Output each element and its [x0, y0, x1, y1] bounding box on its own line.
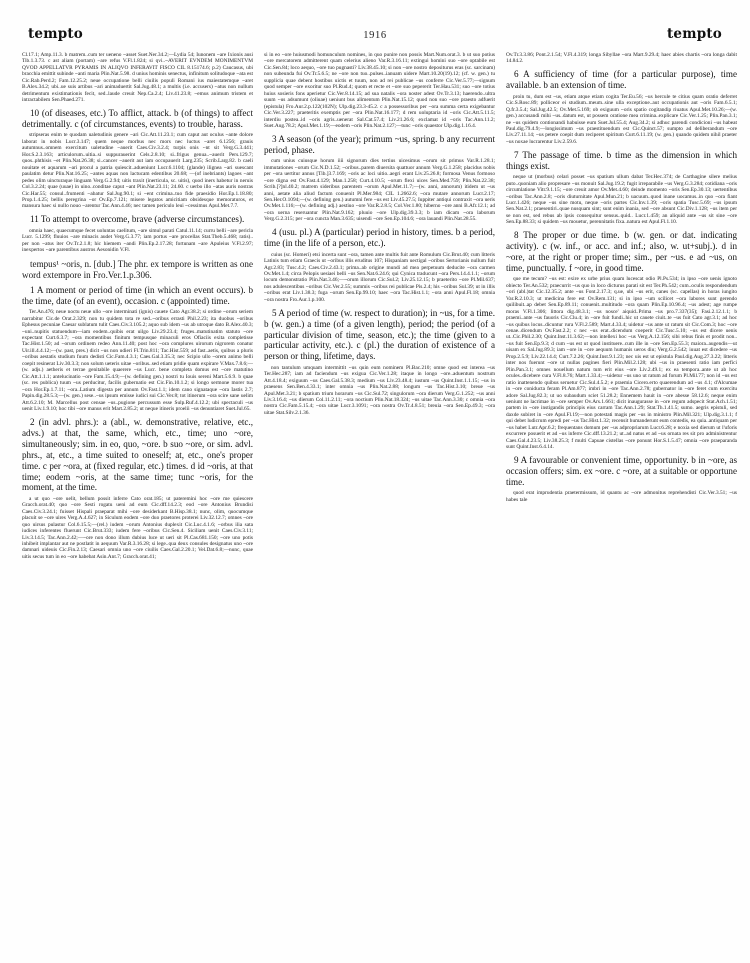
- citation-block: Cl.17.1; Amp.11.3. b matrem..cum ter ueneno ~asset Suet.Ner.34.2;—Lydia 54; Iunonem ~are Ixionis ausi Tib.1.3.73. c ast aliam (portam) ~are refus V.Fl.1.824; si qvi..~AVERIT EVNDEM MONIMENTVM QVOD APPELLATVR PYRAMIS IN ALIQVO INFERAVIT FISCO CIL 8.15174.6; p.2) Caucasus, ubi bracchia emittit subinde ~anti maria Plin.Nat.5.98. d unius hominis senectus, infinitum solitudoque ~ata est Cic.Rab.Perd.2; Fam.12.25.2; neue occupatione belli ciuilis populi Romani ius maiestatemque ~aret B.Alex.34.2; ubi..ue suis artibus ~ari animaduertit Sal.Jug.48.1; a multis (i.e. accusers) ~atus non nullum detrimentum existimationis fecit, sed..laude creuit Nep.Ca.2.4; Liv.41.23.8; ~emus animum tristem et intractabilem Sen.Phaed.271.: [22, 52, 253, 104]
- citation-block: Ter.An.476; neue noctu neue ullo ~ore interminati (ignis) cauete Cato Agr.38.2; si ordine ~orum seriem narrabitur Cic.de Orat.2.329; non tu quidem tota re sed..~oribus errasti Phil.2.23; ita duobus ~oribus Ephesus pecuniae Caesar sublatum tulit Caes.Civ.3.105.2; aquo sub idem ~us ab utroque dato B.Alex.40.3; ~uni..nupitis statuendum—iam eodem..quibis erat uilgo Liv.29.23.4; fruges..matutinatim statuto ~ore expectant Curt.6.3.7; ~ora momentibus finitum tempusque minaculi eros Ofiaciis exita completisse Tac.Hist.1.50; ad ~orum ordinem redeo Ann.11.40; post hoc ~ora complures uirorum nigrorem conatur Uir.ill.4.4.12;—(w. past, pres.) dicit ~us non udieri Fl.Trin.811; Tac.Hist.559; ad fast..aetis, quibus a pluris ~oribus aestatis studium fuum dedisti Cic.Fam.4.3.1; Caes.Gal.3.35.3; nec Scipio ullo ~orem animo belli coepit resinerat Liv.30.3.3; non solum ueteris uitae ~oribus..sed etiam pridie quam expirare V.Max.7.8.6;—(w. adjs.) aetheris et terrae genitabile quaerere ~us Lucr. bene completa domus est ~ore matutino Cic.Att.1.1.1; antelucinatio ~ore Fam.15.4.9;—(w. defining gen.) nostri tu Iouis sereni Mart.5.6.9. b quae (sc. res publica) tuum ~us perducitur, facilis gubernatio est Cic.Fin.10.1.2; si longo sermone morer tua ~ora Hor.Ep.1.7.11; ~ora..Latium digesta per annum Ov.Fast.1.1; idem cano signataque ~ora Iastis 2.7; Papin.dig.28.5.3;—(w. gen.) sese..~us ipsum emisse iudici sui Cic.Ver.8; tot itinerum ~ora scire sane uelim Att.6.2.10; M. Marcellus post censae ~us..pugione percussum esse Sulp.Ruf.4.12.2; ubi spectaculi ~us uenit Liv.1.9.10; hoc tibi ~ore manus erit Mart.2.85.2; ut neque itineris proelii ~us denuntiaret Suet.Jul.65.: [22, 309, 253, 413]
- page-number: 1916: [363, 30, 387, 41]
- citation-block: omnia haec, quaecumque fecet uoluntas caelitum, ~are simul parati Catul.11.14; curru belli ~are pericla Lucr. 5.1299; fluuios ~are minacis audet Verg.G.3.77; iam portus ~are procellas Stat.Theb.5.468; ratis).. per non ~atus iter Ov.Tr.2.1.8; hic hiemem ~andi Plin.Ep.2.17.28; fortunam ~are Apuleius V.Fl.2.97; inexpertos ~are parentibus austros Aesonidin V.Fl.: [22, 227, 253, 254]
- citation-block: que me tecum? ~us est: exire ex urbe prius quam lucescat odio Pl.Ps.534; in ipso ~ore uenis ignoto obiecto Ter.An.532; praecurrit ~us quo in loco dicturus parati sit est Ter.Ph.542; cum..oculis respondendum ~ori (abl.)tat Cic.12.35.2; ante ~us Font.2.17.3; q.ue, ubi ~us erit, canes (sc. capellas) in horas iungito Var.R.2.10.3; ut medicina fere est Ov.Rem.131; si in ipso ~um scilicet ~ora labores sunt gerendo quilibuit..ap debet Sen.Ep.89.11; conuenit..multitudo ~ora quam Plin.Ep.10.96.4; ~us adest; age rumpe moras V.Fl.1.306; littora dig.48.3.1; ~us nosce' aiquid..Prima ~us pro.7.337(35); Fasi.2.12.1.1; b praemi..ante ~us fauoris Cic.Clu.4; in ~ore fuit fundi..hic ut cauete ciuit..te ~us fuit Cato agr.3.1; ad hoc ~us quibus locus..dicuntur rura V.Fl.2.589; Mart.4.33.4; uidetur ~us ante ut ratum sit Cic.Com.3; hoc ~ore cenae..dicendum Ov.Fast.2.2; c nec ~us erat..dicendum coeperit Cic.Tusc.5.10; ~us est dicere uenis ut..Cic.Phil.2.30; Quint.Inst.11.3.62;—non intellexi hoc ~us Verg.A.12.156; sibi rebus finis et prodit non.. ~us fuit Sen.Ep.9.3; d cum ~us est ut quod instituere..cum ille in ~ore Sen.Ep.55.3; maiora..augendis—ut uisam ex Sal.Jug.89.3; iam ~ore in ~ore aequum humanis ueros diu; Verg.G.2.542; iuuat est dicedere ~us Prop.2.5.9; Liv.22.14.4; Curt.7.2.26; Quint.Inst.9.1.23; nec uis est ut epistula Paul.dig.Aug.27.3.22; litteris inter nos fuerunt ~ore ut nullas pagines fieri Plin.Mil.2.128; ubi ~us in praesenti ratio iam perfici Plin.Pan.3.1; omnes nouellum natum tum erit eius ~ore Liv.2.49.1; ex ea tempora..ante ut ab hoc ocules..dicebere cura V.Fl.8.76; Mart.1.33.4;—uidetur ~us uno ut ratum ad forum Pl.Mil.77; non id ~us est ratio inattenendo quibus seruetur Cic.Sul.4.5.2; e praemia Cicero.erto quaerendum ad ~us 4.1; d'Alcumae in ~ore coniducta feram Pl.Am.877; imbri in ~ore Tac.Ann.2.78; gubernator in ~ore feret cum exercitu adore Sal.Jug.82.3; ut uo subaudum sciet 51.28.2; Ennemem hauit in ~ore abesse 58.12.6; neque enim ueniunt ne lacrimae in ~ore semper Ov.Ars.1.661; dicit inaugurasse in ~ore regum adspecit Stat.Ach.1.51; partem in ~ore instigandis principis eius carram Tac.Ann.1.29; Stat.Th.1.41.5; sumo. aegris epistuli, sed daxde subiret in ~ore Apul.Fl.19;—non potestati magis per ~us in ministro Plin.Mil.321; Ulp.dig.3.1.1; f qui debet ludicrum epredi per ~us Tac.Hist.1.32; recensit humanderunt eum contedis, ea quia..antiquam per ~us habet Lutr.Apr.6.2; frequentans domum per ~us adpropriarum Lucr.6.28; e noxia sed dierum ut l'uforis excurrere posuerit et ad ~us inferre Cic.dff.13.21.2; ut..ad natus et ad ~us ornata res sit pro administrentur Caes.Gal.4.23.5; Liv.38.25.3; f multi Capuae cistellas ~ore ponunt Hor.S.1.5.47; omnia ~ore praeparanda sunt Quint.Inst.6.4.14.: [506, 276, 737, 451]
- sense-heading: 3 A season (of the year); primum ~us, spring. b any recurrent period, phase.: [264, 133, 495, 155]
- running-head: [28, 26, 722, 42]
- citation-block: cum unius cuiusque horum iiii signorum dies tertius uicesimus ~orum sit primus Var.R.1.28.1; immutationes ~orum Cic.N.D.1.52; ~oribus..parem diuersita quattuor annum Verg.G.1.258; placidus nobis per ~ora uertitur annus [Tib.]3.7.169; ~oris ac loci uitio..aegri erant Liv.25.26.8; formosa Venus formoso ~ore digna est Ov.Fast.4.129; Man.1.258; Curt.4.10.5; ~orum flexi uices Sen.Med.759; Plin.Nat.22.38; Scrib.[?]nl.40.2; matrem sideribus parentem ~orum Apul.Met.11.7;—(w. anni, annorum) itidem ut ~us anni, aetate alia aliud factum conuenit Pl.Mer.984; CIL 1.2662.6; ~ora mutare annorum Lucr.2.17; Sen.Her.O.1094;—(w. defining gen.) autumni fere ~us est Liv.45.27.5; Iuppiter antiqui contraxit ~ora ueris Ov.Met.1.116;—(w. defining adj.) aestiuo ~ore Var.R.2.8.5; Col.Ver.1.80; hiberno ~ore anni B.Afr.12.1; ad ~ora uerna reseruantur Plin.Nat.9.162; pluuio ~ore Ulp.dig.39.3.3; b iam dicam ~ora laborum Verg.G.2.315; per ~ora cuncta Man.3.635; uisendi ~ore Sen.Ep.104.6; ~ora lauandi Plin.Nat.28.55.: [264, 158, 495, 223]
- citation-block: stripseras enim te quodam ualetudinis genere ~ari Cic.Att.11.23.1; cum caput aut oculus ~ante dolore laborat in nobis Lucr.3.147; quem neque morbus nec mors nec luctus ~aret 6.1256; grauis autumnus..omnem exercitum ualetudine ~auerit Caes.Civ.3.2.4; turpis onis ~nt sit Verg.G.3.441; Hor.S.2.3.163; articulorum..uitia..si suppurauerint Cels.2.8.10; si..frigus genua..~auerit Pers.129.7; quos..phthisis ~et Plin.Nat.26.38; si..cancer ~auerit aut iam occupauerit Larg.235; Scrib.Larg.82. b caeli nouitate et aquarum ~ari procul a patria quiescit..adueniunt Lucr.6.1104; (glande) ilignea ~ari suescant paulatim detur Plin.Nat.16.25; ~antes aquas non lactucam edentibus 20.68; —(of inebriants) lagoes ~ant pedes olim uincturaque linguam Verg.G.2.94; uitis traxit (inerticula, sc. uitis), quod iners habetur in neruis Col.3.2.24; quae (uuae) in uino..conditae caput ~ant Plin.Nat.23.11; 24.60. c uerbo illo ~atas auris nostras Cic.Har.55; consul..frumenti ~abatur Sal.Jug.90.1; si ~ent crimina..tuo fide praesidio Hor.Ep.1.18.80; Prop.1.4.25; bellis peregrina ~or Ov.Ep.7.121; misere legatos amicitiam obsidesque memoraturos, et mansura haec si nullo nouo ~arentur Tac.Ann.4.46; nec tamen periculo leui ~cessimus Apul.Met.7.7.: [22, 132, 253, 210]
- column-3: [506, 52, 737, 504]
- citation-block: a ut quo ~ore uelit, bellum possit inferre Cato orat.185; ut pateremini hoc ~ore me quiescere Gracch.orat.40; quo ~ore Sesti rogatu ueni ad eum Cic.dff.14.2.3; eod ~ore Antonius Brundisi Caes.Civ.3.24.1; fuisset Hispali praeparat mihi ~ore desiderkant B.Hisp.38.1; nunc, olim, quocumque placuit se ~ore uires Verg.A.4.627; in Siculum eodem ~ore duo praetores proterei Liv.32.12.7; omnes ~ore quo uirsus pulastur Col.6.15.5;—(rel.) iudem ~orum Antonius duplexit Cic.Luc.4.1.6; ~orbus ilia sata iudices inferentes fluerunt Cic.Brut.333; iudem fere ~oribus Cic.Sen.4. Siciliam uenit Caes.Civ.3.11; Liv.3.14.5; Tac.Ann.2.42;—~ore non dono illum dubius luce ut ueri sit Pl.Cas.681.150; ~ore uno potis inhibeit implantar aut ne postlatit in aequum Var.R.3.16.28; si lege..qua deux consules designatus uno ~ore damnari uideuis Cic.Fin.2.13; Caesari omnia uno ~ore ciuilis Caes.Gal.2.20.1; Vel.Dat.6.8;—nunc, quae uitis secus tum in eo ~ore habebat Asin.Ant.7; Gracch.orat.41;: [22, 495, 253, 560]
- running-head-right: tempto: [667, 26, 722, 42]
- sense-heading: 4 (usu. pl.) A (particular) period in history, times. b a period, time (in the life of a person, etc.).: [264, 227, 495, 249]
- citation-block: non tantulum umquam intermittit ~us quin eum nominem Pl.Bac.210; omne quod est interea ~us Ter.Hec.287; iam ad faciendum ~us exigua Cic.Ver.1.28; itaque in longo ~ore..aduentum nostrum Att.4.18.4; exiguum ~us Caes.Gal.5.38.3; medium ~us Liv.23.48.4; iustum ~us Quint.Inst.1.1.15; ~us in praesens Sen.Ben.4.33.1; inter omnia ~us Plin.Nat.2.88; longum ~us Tac.Hist.3.10; breue ~us Apul.Met.3.21; b spatium trium horarum ~us Cic.Sul.72; singulorum ~ora dierum Verg.G.1.252; ~us anni Liv.3.16.4; ~us dierum Col.11.2.11; ~ora noctium Plin.Nat.18.324; ~us uitae Tac.Ann.3.30; c omnia ~ora nostra Cic.Fam.5.15.4; ~ora uitae Lucr.3.1091; ~ora nostra Ov.Tr.4.8.51; breuia ~ora Sen.Ep.49.3; ~ora uitae Stat.Silv.2.1.36.: [264, 364, 495, 416]
- sense-heading: 8 The proper or due time. b (w. gen. or dat. indicating activity). c (w. inf., or acc. and inf.; also, w. ut+subj.). d in ~ore, at the right or proper time; sim., per ~us. e ad ~us, on time, punctually. f ~ore, in good time.: [506, 230, 737, 273]
- citation-block: proin tu, dum est ~us, etiam atque etiam cogita Ter.Eu.56; ~us hercule te citius quam oratio deferret Cic.S.Rosc.89; polliceor ei studium..meum..sine ulla exceptione..aut occupationis aut ~oris Fam.6.5.1; Q.fr.3.5.4; Sal.Jug.42.5; Ov.Met.5.169; ob exiguum ~oris spatio cogitandip riuatus Apul.Met.10.26;—(w. gen.) accusandi mihi ~us..datum est, ut possem oratione mea crimina..explicare Cic.Ver.1.25; Plin.Pan.3.1; ne ~us quidem contionandi habuisse eum Suet.Jul.55.4; Aug.34.2; si adhuc parendi condicioni ~us habeat Paul.dig.79.4.9;—longissimum ~us praestituendum est Cic.Quinct.57; sumpto ad deliberandum ~ore Liv.27.11.14; ~us petere coepit dum reciperet spiritum Curt.6.11.19; (w. gen.) quando quidem nihil praeter ~us noxae lucrarentur Liv.2.59.6.: [506, 93, 737, 145]
- column-2: [264, 52, 495, 417]
- sense-heading: 11 To attempt to overcome, brave (adverse circumstances).: [30, 214, 245, 225]
- sense-heading: 10 (of diseases, etc.) To afflict, attack. b (of things) to affect detrimentally. c (of circumstances, events) to trouble, harass.: [22, 108, 253, 130]
- column-container: [22, 52, 737, 561]
- column-1: [22, 52, 253, 561]
- sense-heading: 2 (in advl. phrs.): a (abl., w. demonstrative, relative, etc., advs.) at that, the same, which, etc., time; uno ~ore, simultaneously; sim. in eo, quo, ~ore. b suo ~ore, or sim. advl. phrs., at, etc., a time suited to oneself; at, etc., one's proper time. c per ~ora, at (fixed regular, etc.) times. d id ~oris, at that time; eodem ~oris, at the same time; tunc ~oris, for the moment, at the time.: [22, 416, 253, 493]
- sense-heading: 7 The passage of time. b time as the dimension in which things exist.: [506, 149, 737, 171]
- citation-block: cuius (sc. Homeri) etsi incerta sunt ~ora, tamen ante multis fuit ante Romulum Cic.Brut.40; cum litteris Latinis tum etiam Graecis ut ~oribus illis eruditus 107; Hispaniam uectigal ~oribus Sertorianis nullum fuit Agr.2.83; Tusc.4.2; Caes.Civ.2.43.1; prima..ab origine mundi ad mea perpetuum deducite ~ora carmen Ov.Met.1.4; circa Pelopis uesiaei belli ~us Sen.Nat.6.24.6; qui Cynica traducunt ~ora Pers.14.4.1.1; ~orum locum demonstratio Plin.Nat.3.46;—~orum illorum Cic.Sul.2; Liv.25.12.15; b praeterito ~ore Pl.Mil.637; nos adulescentibus ~oribus Cic.Ver.2.55; summis ~oribus rei publicae Pis.2.4; his ~oribus Sul.39; ut in illis ~oribus erat Liv.1.38.3; fuga ~orum Sen.Ep.99.10; haec ~ora Tac.Hist.1.1; ~ora anni Apul.Fl.18; omnia ~ora nostra Fro.Aur.1.p.100.: [264, 251, 495, 303]
- running-head-left: tempto: [28, 26, 83, 42]
- citation-block: si in eo ~ore huiusmodi homunculum nomines, in quo punire non possis Mart.Num.orat.3. b ut suo potius ~ore mercatorem admitterent quam celerius alieno Var.R.3.16.11; extingui homini suo ~ore optabile est Cic.Sen.84; loco aequo, ~ore tuo pugnasti? Liv.38.45.10; si non ~ore nostro depositurus eras (sc. sarcinam) non subeunda fui Ov.Tr.5.6.5; ne ~ore non tuo..pulses..ianuam uidere Mart.10.20(19).12; (cf. w. gen.) tu supplicia quae debent hostibus uictis et tuum, non ad rei publicae ~us conferre Cic.Ver.5.77;—signum quod semper ~ore exoritur suo Pl.Rud.4; quom et recte et ~ore suo pepererit Ter.Hau.531; suo ~ore totius huius sosieris fons aperietur Cic.Ver.8.14.15; ad sua natalis ~ora noster adest Ov.Tr.3.13; haerendo..ultra suum ~us adsumunt (oliuae) ueniunt bus alimentum Plin.Nat.15.12; quod non suo ~ore praesto adfuerit (epistula) Fro.Aur.2.p.122(102N); Ulp.dig.23.3-45.2. c a possessoribus per ~ora summa certa exigebantur Cic.Ver.3.227; praeteritis exemptis per ~ora Plin.Nat.16.177; d rem uoluptaria id ~oris Cic.Att.5.11.5; interdiu postea..id ~oris agris..uenerat Sal.Cat.57.4; Liv.21.26.6; exclamat id ~oris Tac.Ann.11.2; Suet.Aug.78.2; Apul.Met.1.19;—eodem ~oris Plin.Nat.2.127;—tunc ~oris quaestor Ulp.dig.1.16.4.: [264, 52, 495, 129]
- sense-heading: 1 A moment or period of time (in which an event occurs). b the time, date (of an event), occasion. c (appointed) time.: [22, 284, 253, 306]
- sense-heading: 5 A period of time (w. respect to duration); in ~us, for a time. b (w. gen.) a time (of a given length), period; the period (of a particular division of time, season, etc.); the time (given to a particular activity, etc.). c (pl.) the duration of existence of a person or thing, lifetime, days.: [264, 307, 495, 362]
- headword-entry: tempus¹ ~oris, n. [dub.] The phr. ex tempore is written as one word extempore in Fro.Ver.1.p.306.: [22, 258, 253, 280]
- sense-heading: 9 A favourable or convenient time, opportunity. b in ~ore, as occasion offers; sim. ex ~ore. c ~ore, at a suitable or opportune time.: [506, 455, 737, 487]
- citation-block: quod erat imprudentia praetermissum, id quantu ac ~ore admonitus reprehendisti Cic.Ver.3.51; ~us habes tale: [506, 490, 737, 503]
- citation-block: neque ut (morbus) celari posset ~us spatium ullum dabat Ter.Hec.374; de Carthagine silere melius puto..quoniam alio propresare ~us monuit Sal.Jug.19.2; fugit irreparabile ~us Verg.G.3.284; cotidiana ~oris circumlatione Vitr.9.1.15; ~ore creuit amor Ov.Met.4.60; deinde momento ~oris Sen.Ep.30.13; uertentibus ~oribus Tac.Ann.2.8; ~oris diuturnitate Apul.Mun.21; b uacuum..quod inane uocamus..in quo ~ora fiant Lucr.1.426; neque ~us sine motu, neque ~oris partes Cic.Inv.1.39; ~oris spatia Tusc.5.69; ~us ipsum Sen.Nat.2.1; praesentiri..quae nusquam sint; sunt enim inania, sed ~ore absunt Cic.Div.1.128; ~us item per se non est, sed rebus ab ipsis consequitur sensus..quid.. Lucr.1.459; an aliquid ante ~us sit sine ~ore Sen.Ep.88.33; si quidem ~us mouetur, perennitatis fixa..natura est Apul.Fl.1.10.: [506, 174, 737, 226]
- citation-block: Ov.Tr.3.3.86; Pont.2.1.54; V.Fl.4.319; longa Sibyllae ~ora Mart.9.29.4; haec abies chartis ~ora longa dabit 14.84.2.: [506, 52, 737, 65]
- sense-heading: 6 A sufficiency of time (for a particular purpose), time available. b an extension of time.: [506, 69, 737, 91]
